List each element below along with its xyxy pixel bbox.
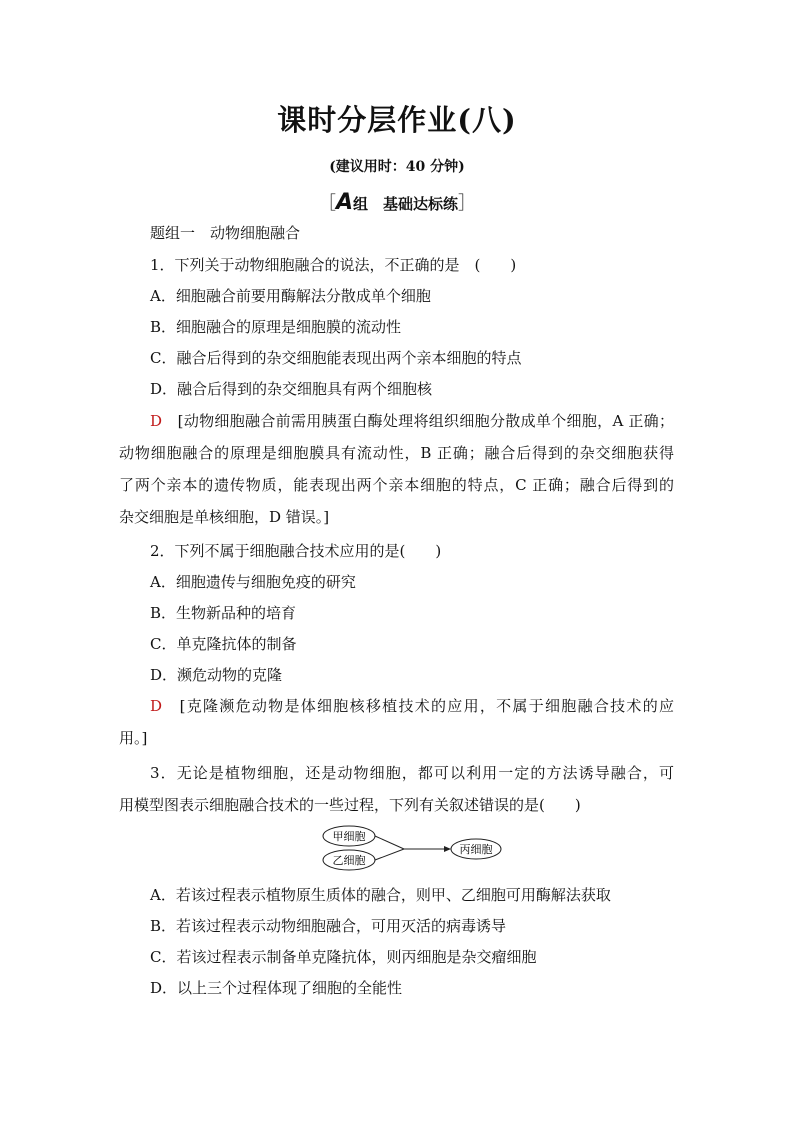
group-letter: A: [335, 190, 353, 215]
q3-option-b: B．若该过程表示动物细胞融合，可用灭活的病毒诱导: [150, 917, 507, 935]
group-bracket-open: ［: [317, 193, 336, 214]
cell-a-label: 甲细胞: [332, 830, 366, 843]
q1-explanation-line: 动物细胞融合的原理是细胞膜具有流动性，B 正确；融合后得到的杂交细胞获得: [119, 444, 674, 462]
q3-option-c: C．若该过程表示制备单克隆抗体，则丙细胞是杂交瘤细胞: [150, 948, 537, 966]
cell-b-label: 乙细胞: [332, 854, 366, 867]
q2-option-b: B．生物新品种的培育: [150, 604, 297, 622]
q2-option-d: D．濒危动物的克隆: [150, 666, 283, 684]
q1-option-a: A．细胞融合前要用酶解法分散成单个细胞: [150, 287, 431, 305]
section-heading: 题组一 动物细胞融合: [150, 224, 301, 242]
q1-option-d: D．融合后得到的杂交细胞具有两个细胞核: [150, 380, 433, 398]
group-header: [0, 189, 794, 215]
q2-option-c: C．单克隆抗体的制备: [150, 635, 297, 653]
page-title: 课时分层作业(八): [277, 103, 517, 137]
q1-explanation-line: 杂交细胞是单核细胞，D 错误。]: [119, 508, 330, 526]
q1-option-b: B．细胞融合的原理是细胞膜的流动性: [150, 318, 402, 336]
q2-explanation-line: D [克隆濒危动物是体细胞核移植技术的应用，不属于细胞融合技术的应: [150, 697, 674, 715]
arrow-head-icon: [444, 846, 451, 852]
q2-explanation-line: 用。]: [119, 729, 148, 747]
fusion-line: [375, 836, 404, 849]
group-label: 组 基础达标练: [353, 195, 459, 213]
suggested-time: (建议用时：40 分钟): [329, 159, 465, 175]
q2-stem: 2．下列不属于细胞融合技术应用的是( ): [150, 542, 442, 560]
fusion-line: [375, 849, 404, 860]
q3-stem-line: 用模型图表示细胞融合技术的一些过程，下列有关叙述错误的是( ): [119, 796, 581, 814]
q2-option-a: A．细胞遗传与细胞免疫的研究: [150, 573, 356, 591]
cell-fusion-diagram: [320, 825, 510, 871]
q1-option-c: C．融合后得到的杂交细胞能表现出两个亲本细胞的特点: [150, 349, 522, 367]
q3-option-d: D．以上三个过程体现了细胞的全能性: [150, 979, 403, 997]
q1-stem: 1．下列关于动物细胞融合的说法，不正确的是 ( ): [150, 256, 517, 274]
cell-c-label: 丙细胞: [459, 843, 493, 856]
q1-answer: D: [150, 412, 163, 430]
q3-stem-line: 3．无论是植物细胞，还是动物细胞，都可以利用一定的方法诱导融合，可: [150, 764, 674, 782]
group-bracket-close: ］: [458, 193, 477, 214]
q3-option-a: A．若该过程表示植物原生质体的融合，则甲、乙细胞可用酶解法获取: [150, 886, 611, 904]
q1-explanation-line: D [动物细胞融合前需用胰蛋白酶处理将组织细胞分散成单个细胞，A 正确；: [150, 412, 674, 430]
q2-answer: D: [150, 697, 163, 715]
q1-explanation-line: 了两个亲本的遗传物质，能表现出两个亲本细胞的特点，C 正确；融合后得到的: [119, 476, 674, 494]
